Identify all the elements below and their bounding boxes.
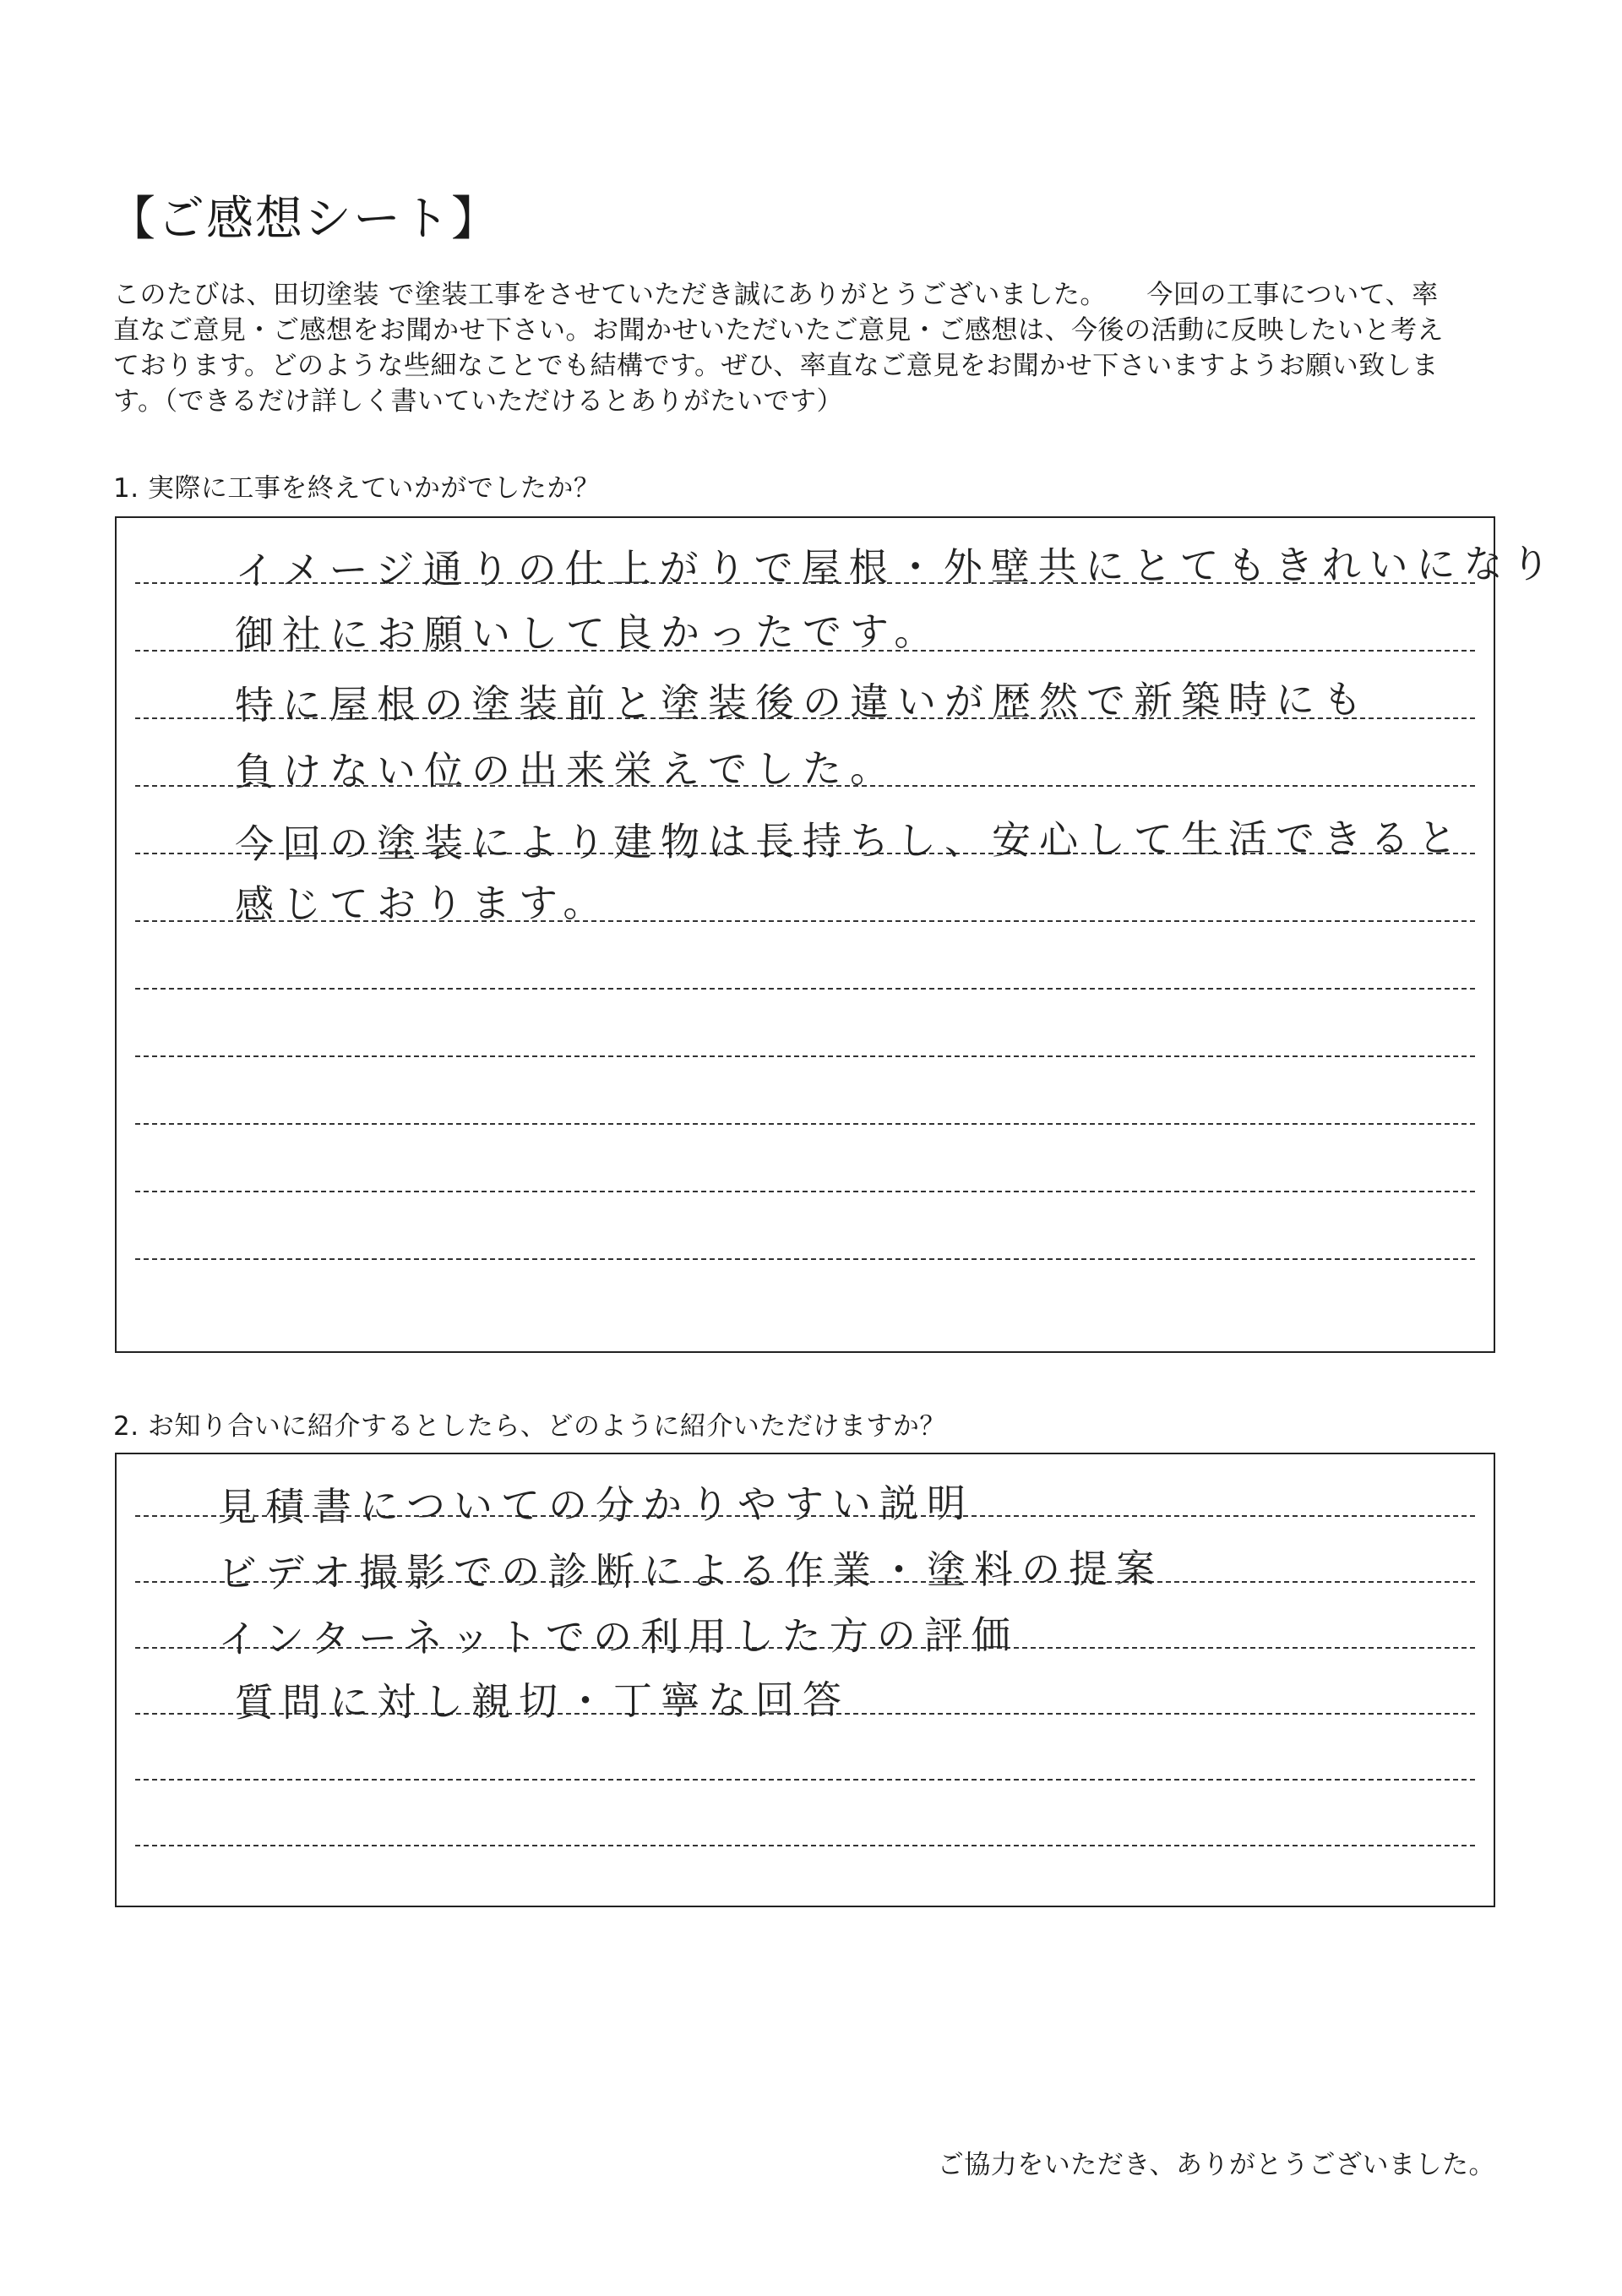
question-2-answer-box [115, 1453, 1495, 1907]
ruled-line [135, 988, 1475, 990]
intro-text [113, 277, 1507, 419]
question-1-answer-box [115, 516, 1559, 1353]
intro-line: す。（できるだけ詳しく書いていただけるとありがたいです） [113, 386, 844, 417]
handwritten-answer-line: 見積書についての分かりやすい説明 [217, 1480, 975, 1530]
question-1-label: 1. 実際に工事を終えていかがでしたか？ [113, 473, 601, 504]
intro-line: ております。どのような些細なことでも結構です。ぜひ、率直なご意見をお聞かせ下さいますようお願い致しま [113, 351, 1439, 381]
handwritten-answer-line: 特に屋根の塗装前と塗装後の違いが歴然で新築時にも [234, 676, 1371, 728]
ruled-line [135, 1123, 1475, 1125]
ruled-line [135, 1055, 1475, 1057]
ruled-line [135, 1258, 1475, 1260]
handwritten-answer-line: 御社にお願いして良かったです。 [234, 608, 942, 658]
handwritten-answer-line: 感じております。 [234, 879, 611, 928]
question-2-label: 2. お知り合いに紹介するとしたら、どのように紹介いただけますか？ [113, 1411, 946, 1442]
handwritten-answer-line: インターネットでの利用した方の評価 [217, 1612, 1020, 1662]
closing-thanks: ご協力をいただき、ありがとうございました。 [937, 2150, 1495, 2180]
handwritten-answer-line: 今回の塗装により建物は長持ちし、安心して生活できると [234, 815, 1466, 867]
ruled-line [135, 1845, 1475, 1846]
intro-line: このたびは、田切塗装 で塗装工事をさせていただき誠にありがとうございました。 今回の工事について、率 [113, 280, 1439, 310]
handwritten-answer-line: イメージ通りの仕上がりで屋根・外壁共にとてもきれいになり [234, 540, 1559, 594]
handwritten-answer-line: 質問に対し親切・丁寧な回答 [234, 1677, 851, 1726]
handwritten-answer-line: ビデオ撮影での診断による作業・塗料の提案 [217, 1546, 1164, 1596]
sheet-title: 【ご感想シート】 [108, 192, 500, 247]
intro-line: 直なご意見・ご感想をお聞かせ下さい。お聞かせいただいたご意見・ご感想は、今後の活動に反映したいと考え [113, 315, 1444, 346]
handwritten-answer-line: 負けない位の出来栄えでした。 [234, 744, 898, 795]
ruled-line [135, 1779, 1475, 1781]
ruled-line [135, 1191, 1475, 1192]
